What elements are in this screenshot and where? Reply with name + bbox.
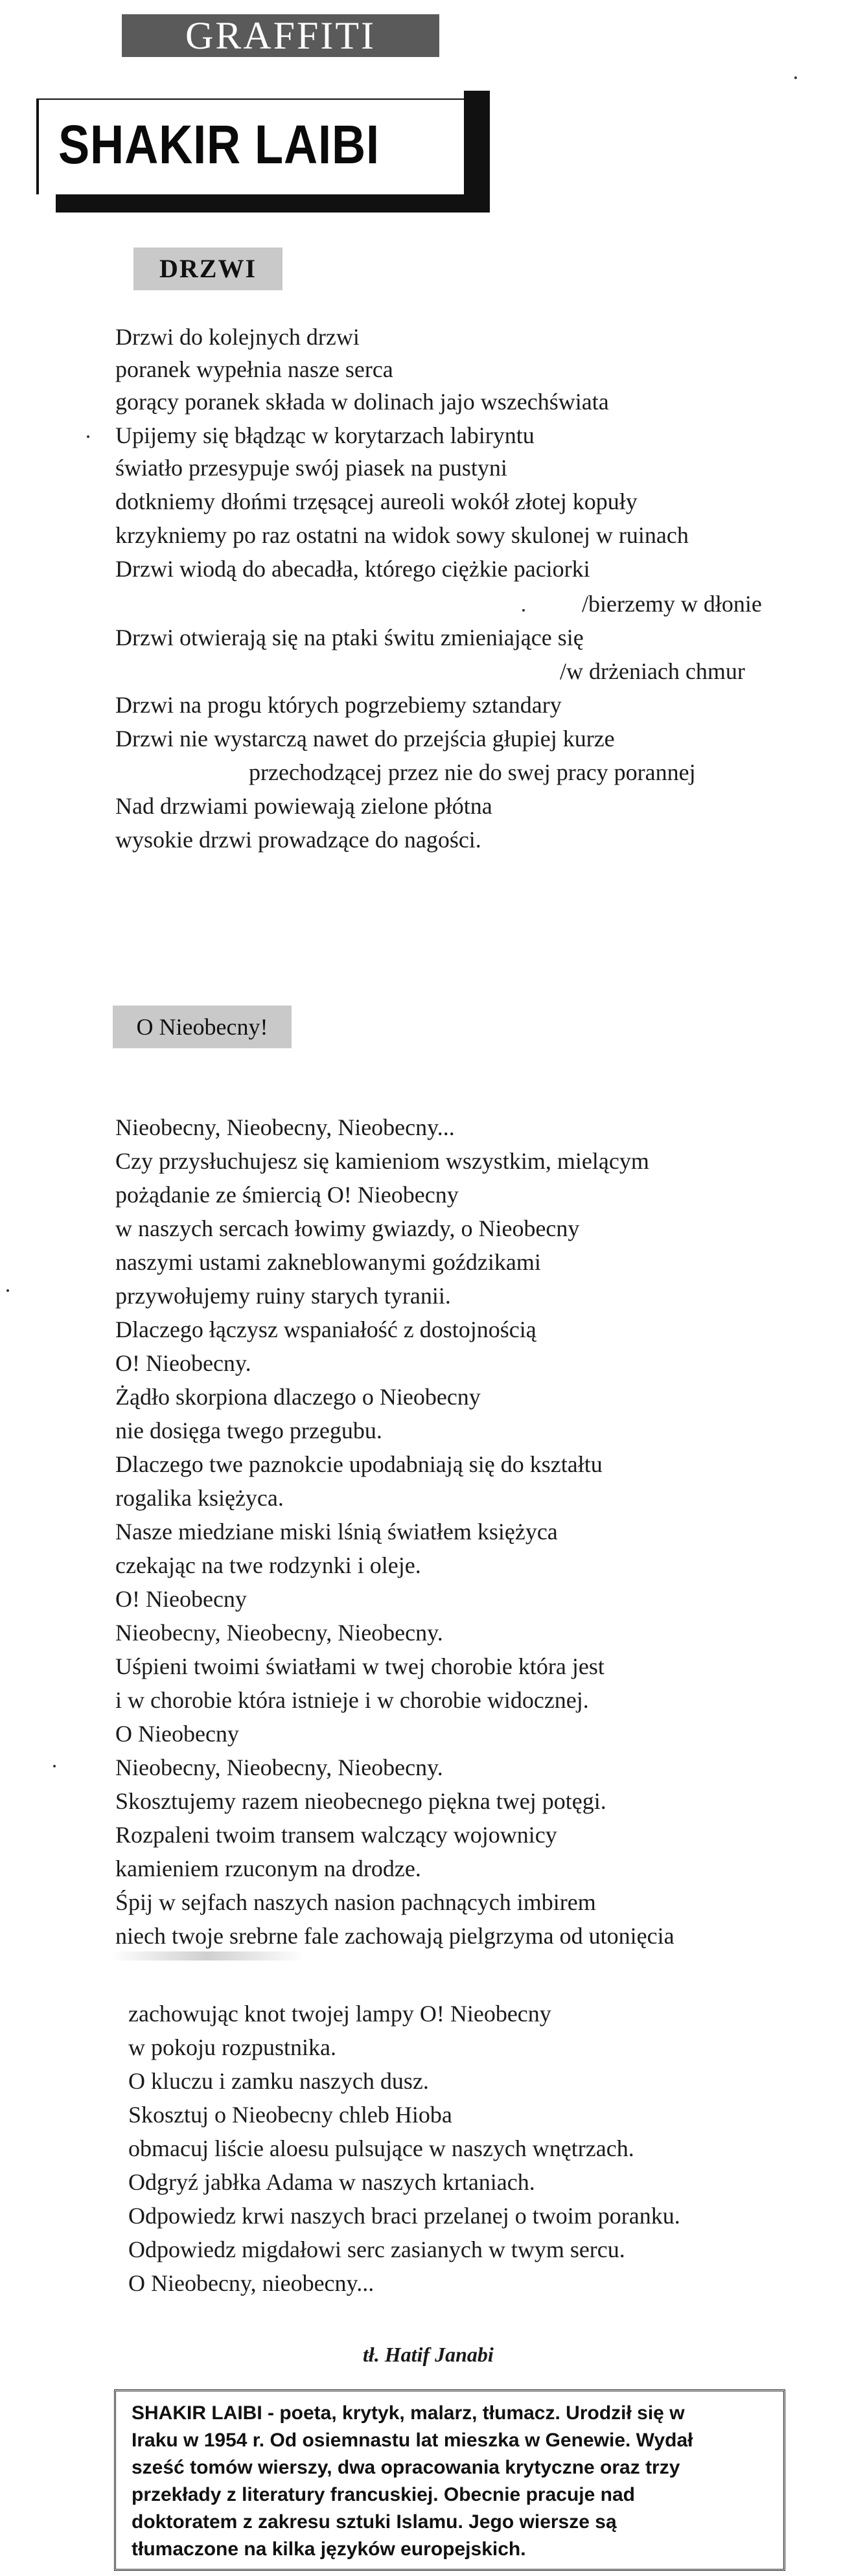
- scan-speck: [87, 435, 89, 438]
- poem-line: gorący poranek składa w dolinach jajo wszechświata: [115, 389, 609, 415]
- translator-credit: tł. Hatif Janabi: [363, 2343, 494, 2366]
- poem-line: kamieniem rzuconym na drodze.: [115, 1856, 421, 1881]
- poem-line: Drzwi nie wystarczą nawet do przejścia głupiej kurze: [115, 726, 615, 752]
- poem-line: i w chorobie która istnieje i w chorobie widocznej.: [115, 1687, 589, 1713]
- poem-line: w naszych sercach łowimy gwiazdy, o Nieobecny: [115, 1215, 580, 1241]
- poem-line: O! Nieobecny: [115, 1586, 247, 1612]
- poem-line: Skosztuj o Nieobecny chleb Hioba: [128, 2102, 452, 2128]
- poem-line: krzykniemy po raz ostatni na widok sowy skulonej w ruinach: [115, 522, 689, 548]
- print-smudge: [110, 1951, 305, 1961]
- poem-line: O! Nieobecny.: [115, 1350, 251, 1376]
- poem-line: Nasze miedziane miski lśnią światłem księżyca: [115, 1519, 558, 1545]
- poem-line: Nieobecny, Nieobecny, Nieobecny...: [115, 1114, 455, 1140]
- scan-speck: [6, 1289, 9, 1292]
- bio-line: przekłady z literatury francuskiej. Obecnie pracuje nad: [132, 2484, 635, 2505]
- poem-line: Upijemy się błądząc w korytarzach labiryntu: [115, 422, 535, 448]
- scan-speck: [522, 609, 525, 612]
- poem-line: O Nieobecny, nieobecny...: [128, 2270, 374, 2296]
- poem-line: Drzwi wiodą do abecadła, którego ciężkie paciorki: [115, 556, 590, 582]
- poem-line: poranek wypełnia nasze serca: [115, 356, 393, 382]
- bio-line: Iraku w 1954 r. Od osiemnastu lat mieszka w Genewie. Wydał: [132, 2430, 693, 2451]
- poem-line: Nieobecny, Nieobecny, Nieobecny.: [115, 1620, 443, 1646]
- poem-line: niech twoje srebrne fale zachowają pielgrzyma od utonięcia: [115, 1923, 674, 1949]
- poem-title-o-nieobecny: O Nieobecny!: [113, 1006, 292, 1048]
- poem-line: Drzwi do kolejnych drzwi: [115, 324, 360, 350]
- poem-line: O Nieobecny: [115, 1721, 239, 1747]
- poem-line: Dlaczego łączysz wspaniałość z dostojnością: [115, 1317, 536, 1342]
- poem-line: światło przesypuje swój piasek na pustyni: [115, 455, 507, 481]
- poem-line: Nieobecny, Nieobecny, Nieobecny.: [115, 1754, 443, 1780]
- poem-line: Czy przysłuchujesz się kamieniom wszystkim, mielącym: [115, 1148, 649, 1174]
- poem-line: naszymi ustami zakneblowanymi goździkami: [115, 1249, 541, 1275]
- poem-line: Odpowiedz krwi naszych braci przelanej o twoim poranku.: [128, 2203, 680, 2229]
- poem-line: Skosztujemy razem nieobecnego piękna twej potęgi.: [115, 1788, 606, 1814]
- author-box-shadow: [56, 194, 490, 213]
- poem-line: Drzwi na progu których pogrzebiemy sztandary: [115, 692, 562, 718]
- poem-line: przechodzącej przez nie do swej pracy porannej: [249, 759, 696, 785]
- section-label: GRAFFITI: [122, 14, 439, 57]
- poem-line: wysokie drzwi prowadzące do nagości.: [115, 827, 481, 853]
- poem-line: Rozpaleni twoim transem walczący wojownicy: [115, 1822, 557, 1848]
- poem-line: Żądło skorpiona dlaczego o Nieobecny: [115, 1384, 481, 1410]
- bio-line: tłumaczone na kilka języków europejskich.: [132, 2538, 526, 2560]
- poem-line: przywołujemy ruiny starych tyranii.: [115, 1283, 451, 1309]
- poem-line: w pokoju rozpustnika.: [128, 2034, 336, 2060]
- poem-line: obmacuj liście aloesu pulsujące w naszych wnętrzach.: [128, 2135, 634, 2161]
- poem-line: rogalika księżyca.: [115, 1485, 284, 1511]
- poem-line: /w drżeniach chmur: [560, 658, 745, 684]
- poem-line: zachowując knot twojej lampy O! Nieobecny: [128, 2001, 551, 2027]
- poem-line: dotkniemy dłońmi trzęsącej aureoli wokół złotej kopuły: [115, 489, 638, 514]
- poem-line: Odpowiedz migdałowi serc zasianych w twym sercu.: [128, 2237, 625, 2262]
- author-name: SHAKIR LAIBI: [58, 114, 380, 175]
- poem-line: Odgryź jabłka Adama w naszych krtaniach.: [128, 2169, 535, 2195]
- poem-line: czekając na twe rodzynki i oleje.: [115, 1552, 421, 1578]
- bio-line: doktoratem z zakresu sztuki Islamu. Jego wiersze są: [132, 2511, 617, 2533]
- poem-line: Nad drzwiami powiewają zielone płótna: [115, 793, 492, 819]
- bio-line: SHAKIR LAIBI - poeta, krytyk, malarz, tłumacz. Urodził się w: [132, 2402, 685, 2424]
- bio-line: sześć tomów wierszy, dwa opracowania krytyczne oraz trzy: [132, 2457, 680, 2478]
- poem-line: Uśpieni twoimi światłami w twej chorobie która jest: [115, 1653, 605, 1679]
- poem-line: Śpij w sejfach naszych nasion pachnących imbirem: [115, 1889, 596, 1915]
- author-bio-box: [114, 2389, 785, 2571]
- poem-line: O kluczu i zamku naszych dusz.: [128, 2068, 429, 2094]
- poem-line: nie dosięga twego przegubu.: [115, 1418, 382, 1443]
- poem-line: pożądanie ze śmiercią O! Nieobecny: [115, 1182, 459, 1208]
- poem-line: /bierzemy w dłonie: [582, 591, 762, 617]
- scan-speck: [794, 76, 797, 79]
- poem-title-drzwi: DRZWI: [133, 247, 282, 290]
- poem-line: Dlaczego twe paznokcie upodabniają się do kształtu: [115, 1451, 603, 1477]
- poem-line: Drzwi otwierają się na ptaki świtu zmieniające się: [115, 625, 584, 650]
- scan-speck: [53, 1765, 56, 1767]
